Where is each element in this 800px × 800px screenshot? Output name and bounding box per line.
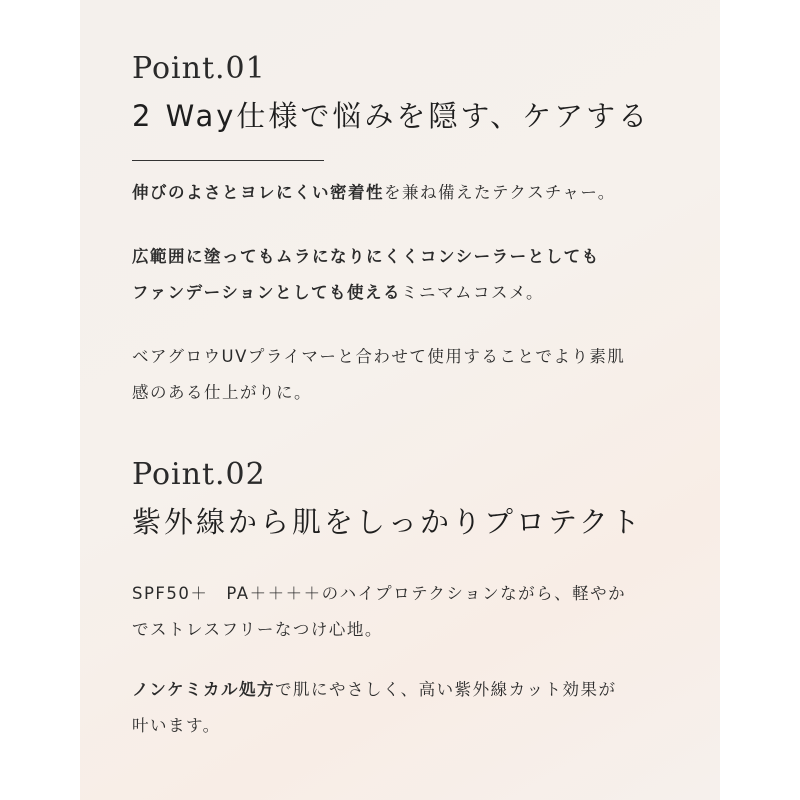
segment: ミニマムコスメ。 <box>401 283 545 302</box>
point-02-section <box>132 457 692 735</box>
point-01-label: Point.01 <box>132 51 266 86</box>
segment: ノンケミカル処方 <box>132 680 276 699</box>
segment: ファンデーションとしても使える <box>132 283 402 302</box>
point-01-paragraph-2 <box>132 239 600 311</box>
segment: 伸びのよさとヨレにくい密着性 <box>132 183 384 202</box>
paragraph-line: ベアグロウUVプライマーと合わせて使用することでより素肌 <box>132 347 626 366</box>
content-panel <box>80 0 720 800</box>
point-01-heading: 2 Way仕様で悩みを隠す、ケアする <box>132 99 651 133</box>
paragraph-line: でストレスフリーなつけ心地。 <box>132 620 383 639</box>
point-02-label: Point.02 <box>132 457 266 492</box>
point-02-paragraph-2 <box>132 672 617 744</box>
paragraph-line: 叶います。 <box>132 716 221 735</box>
point-02-paragraph-1 <box>132 576 626 648</box>
segment: で肌にやさしく、高い紫外線カット効果が <box>275 680 617 699</box>
point-02-heading: 紫外線から肌をしっかりプロテクト <box>132 505 643 539</box>
segment: 広範囲に塗ってもムラになりにくくコンシーラーとしても <box>132 247 600 266</box>
point-01-paragraph-3 <box>132 339 625 411</box>
paragraph-line: SPF50＋ PA＋＋＋＋のハイプロテクションながら、軽やか <box>132 584 627 603</box>
segment: を兼ね備えたテクスチャー。 <box>384 183 616 202</box>
point-01-paragraph-1 <box>132 175 616 211</box>
point-01-section <box>132 51 692 402</box>
point-01-divider <box>132 160 324 161</box>
paragraph-line: 感のある仕上がりに。 <box>132 383 312 402</box>
